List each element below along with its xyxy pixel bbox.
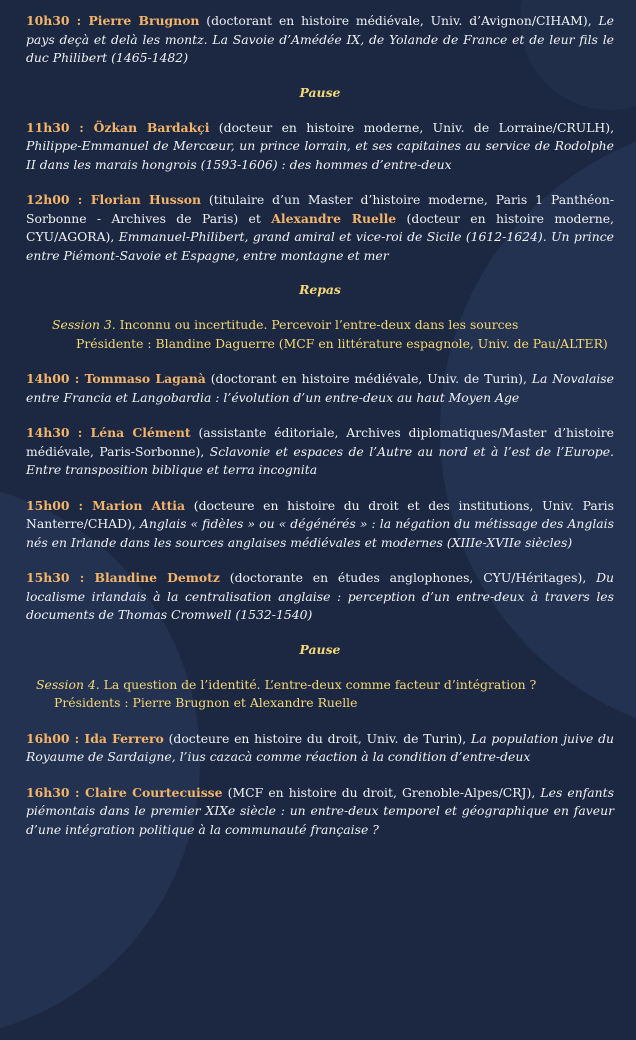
speaker-name: Claire Courtecuisse [85, 784, 223, 800]
speaker-name: Florian Husson [90, 192, 201, 207]
session-chair: Présidente : Blandine Daguerre (MCF en littérature espagnole, Univ. de Pau/ALTER) [76, 335, 608, 351]
program-entry [26, 12, 614, 68]
entry-time: 11h30 [26, 119, 70, 135]
session-label: Session 3 [52, 317, 112, 332]
program-entry [26, 191, 614, 265]
speaker-affiliation: (titulaire d’un Master d’histoire moderne, Paris 1 Panthéon-Sorbonne - Archives de Paris) et [26, 192, 615, 226]
entry-time: 15h30 [26, 570, 70, 585]
speaker-affiliation: (doctorant en histoire médiévale, Univ. d’Avignon/CIHAM), [199, 13, 599, 28]
separator: : [69, 784, 85, 800]
speaker-affiliation: (docteure en histoire du droit, Univ. de Turin), [163, 730, 471, 746]
entry-time: 16h00 [26, 730, 70, 746]
separator: : [69, 119, 94, 135]
program-entry [26, 730, 614, 767]
session-header [26, 676, 614, 713]
speaker-name: Ida Ferrero [84, 730, 164, 746]
separator: : [69, 570, 95, 585]
entry-time: 14h00 [26, 371, 70, 386]
break-pause: Pause [299, 641, 341, 657]
session-chair: Présidents : Pierre Brugnon et Alexandre Ruelle [54, 695, 358, 710]
entry-time: 16h30 [26, 784, 70, 800]
talk-title: La Novalaise entre Francia et Langobardia : l’évolution d’un entre-deux au haut Moyen Age [26, 371, 615, 405]
session-header [26, 316, 614, 353]
session-title: . Inconnu ou incertitude. Percevoir l’entre-deux dans les sources [111, 317, 519, 332]
speaker-affiliation: (docteur en histoire moderne, Univ. de Lorraine/CRULH), [209, 119, 615, 135]
break-pause: Pause [299, 84, 341, 100]
speaker-name: Tommaso Laganà [84, 371, 206, 386]
program-entry [26, 784, 614, 840]
program-entry [26, 119, 614, 175]
session-label: Session 4 [36, 676, 96, 692]
talk-title: Sclavonie et espaces de l’Autre au nord et à l’est de l’Europe. Entre transposition biblique et terra incognita [26, 443, 614, 477]
speaker-affiliation: (doctorante en études anglophones, CYU/Héritages), [219, 570, 597, 585]
separator: : [69, 425, 91, 440]
entry-time: 15h00 [26, 497, 70, 513]
speaker-affiliation: (assistante éditoriale, Archives diplomatiques/Master d’histoire médiévale, Paris-Sorbonne), [26, 425, 615, 459]
entry-time: 10h30 [26, 13, 70, 28]
entry-time: 12h00 [26, 192, 70, 207]
separator: : [69, 730, 85, 746]
talk-title: Emmanuel-Philibert, grand amiral et vice-roi de Sicile (1612-1624). Un prince entre Piémont-Savoie et Espagne, entre montagne et mer [26, 229, 614, 263]
speaker-name: Blandine Demotz [94, 570, 220, 585]
program-entry [26, 370, 614, 407]
session-title: . La question de l’identité. L’entre-deux comme facteur d’intégration ? [95, 676, 537, 692]
talk-title: Anglais « fidèles » ou « dégénérés » : la négation du métissage des Anglais nés en Irlande dans les sources anglaises médiévales et modernes (XIIIe-XVIIe siècles) [26, 516, 614, 550]
speaker-affiliation: (docteure en histoire du droit et des institutions, Univ. Paris Nanterre/CHAD), [26, 497, 615, 531]
separator: : [69, 371, 85, 386]
program-entry [26, 497, 614, 553]
speaker-name: Pierre Brugnon [88, 13, 200, 28]
talk-title: La population juive du Royaume de Sardaigne, l’ius cazacà comme réaction à la condition d’entre-deux [26, 730, 615, 764]
speaker-affiliation: (doctorant en histoire médiévale, Univ. de Turin), [205, 371, 532, 386]
separator: : [69, 192, 91, 207]
separator: : [69, 497, 93, 513]
program-entry [26, 424, 614, 480]
talk-title: Le pays deçà et delà les montz. La Savoie d’Amédée IX, de Yolande de France et de leur fils le duc Philibert (1465-1482) [26, 13, 615, 65]
speaker-name: Özkan Bardakçi [93, 119, 210, 135]
speaker-name: Marion Attia [92, 497, 186, 513]
break-repas: Repas [299, 282, 341, 297]
speaker-affiliation: (docteur en histoire moderne, CYU/AGORA), [26, 210, 614, 244]
talk-title: Les enfants piémontais dans le premier XIXe siècle : un entre-deux temporel et géographique en faveur d’une intégration politique à la communauté française ? [26, 784, 614, 837]
program-entry [26, 569, 614, 625]
separator: : [69, 13, 89, 28]
speaker-name: Alexandre Ruelle [271, 210, 397, 226]
speaker-name: Léna Clément [90, 425, 191, 440]
talk-title: Du localisme irlandais à la centralisation anglaise : perception d’un entre-deux à travers les documents de Thomas Cromwell (1532-1540) [26, 570, 615, 622]
entry-time: 14h30 [26, 425, 70, 440]
speaker-affiliation: (MCF en histoire du droit, Grenoble-Alpes/CRJ), [222, 784, 541, 800]
talk-title: Philippe-Emmanuel de Mercœur, un prince lorrain, et ses capitaines au service de Rodolphe II dans les marais hongrois (1593-1606) : des hommes d’entre-deux [26, 138, 614, 172]
